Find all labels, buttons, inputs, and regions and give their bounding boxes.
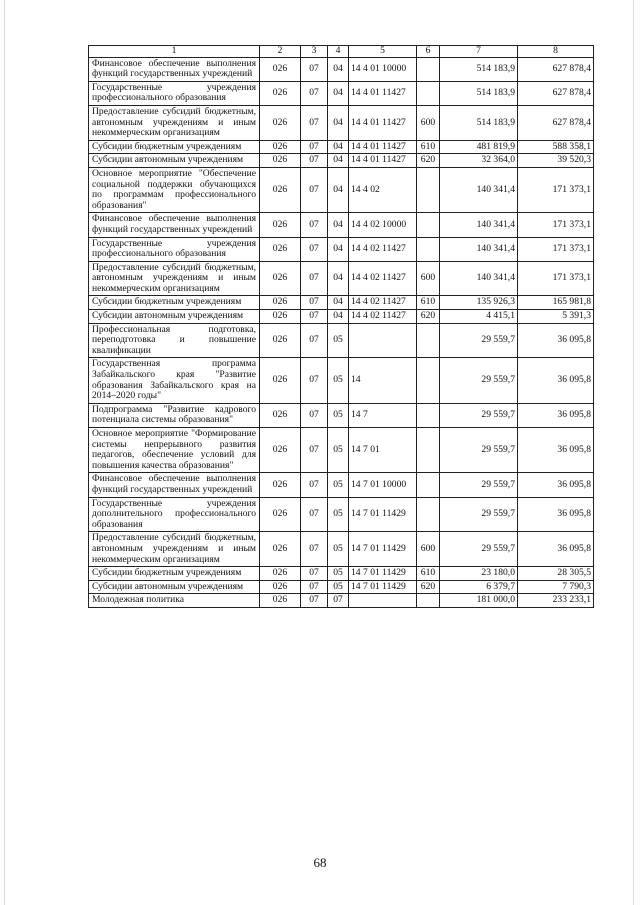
row-expense-type-cell: 610	[417, 296, 440, 310]
row-expense-type-cell	[417, 323, 440, 358]
row-expense-type-cell: 620	[417, 310, 440, 324]
table-row	[89, 140, 594, 154]
row-amount-1-cell: 29 559,7	[440, 428, 518, 473]
row-amount-1-cell: 6 379,7	[440, 580, 518, 594]
row-section-cell: 07	[301, 140, 328, 154]
row-subsection-cell: 05	[328, 323, 349, 358]
row-amount-2-cell: 627 878,4	[518, 105, 594, 140]
row-subsection-cell: 04	[328, 261, 349, 296]
row-amount-2-cell: 36 095,8	[518, 532, 594, 567]
header-cell-8: 8	[518, 46, 594, 58]
row-section-cell: 07	[301, 105, 328, 140]
row-section-cell: 07	[301, 532, 328, 567]
row-amount-1-cell: 32 364,0	[440, 154, 518, 168]
table-row	[89, 81, 594, 105]
row-expense-type-cell	[417, 81, 440, 105]
row-target-article-cell	[349, 594, 417, 608]
table-row	[89, 296, 594, 310]
row-target-article-cell: 14 7 01 11429	[349, 497, 417, 532]
row-amount-1-cell: 481 819,9	[440, 140, 518, 154]
row-name-cell: Финансовое обеспечение выполнения функций государственных учреждений	[89, 57, 260, 81]
row-ved-cell: 026	[260, 237, 301, 261]
row-section-cell: 07	[301, 213, 328, 237]
row-amount-2-cell: 36 095,8	[518, 403, 594, 427]
row-section-cell: 07	[301, 167, 328, 212]
row-amount-1-cell: 140 341,4	[440, 167, 518, 212]
row-subsection-cell: 04	[328, 237, 349, 261]
row-amount-2-cell: 36 095,8	[518, 497, 594, 532]
row-ved-cell: 026	[260, 310, 301, 324]
row-expense-type-cell	[417, 497, 440, 532]
row-target-article-cell: 14 7 01 11429	[349, 532, 417, 567]
table-row	[89, 428, 594, 473]
row-target-article-cell: 14 4 01 11427	[349, 105, 417, 140]
row-name-cell: Субсидии автономным учреждениям	[89, 154, 260, 168]
row-amount-1-cell: 29 559,7	[440, 323, 518, 358]
row-name-cell: Предоставление субсидий бюджетным, автономным учреждениям и иным некоммерческим организациям	[89, 532, 260, 567]
row-amount-1-cell: 135 926,3	[440, 296, 518, 310]
row-name-cell: Субсидии автономным учреждениям	[89, 580, 260, 594]
row-section-cell: 07	[301, 261, 328, 296]
row-target-article-cell: 14 4 01 11427	[349, 81, 417, 105]
row-expense-type-cell: 620	[417, 154, 440, 168]
row-ved-cell: 026	[260, 428, 301, 473]
row-name-cell: Финансовое обеспечение выполнения функций государственных учреждений	[89, 473, 260, 497]
row-name-cell: Профессиональная подготовка, переподготовка и повышение квалификации	[89, 323, 260, 358]
row-name-cell: Государственные учреждения дополнительного профессионального образования	[89, 497, 260, 532]
row-section-cell: 07	[301, 358, 328, 403]
row-subsection-cell: 05	[328, 532, 349, 567]
row-subsection-cell: 04	[328, 81, 349, 105]
row-target-article-cell: 14 4 01 11427	[349, 140, 417, 154]
header-cell-7: 7	[440, 46, 518, 58]
row-subsection-cell: 04	[328, 213, 349, 237]
row-amount-2-cell: 588 358,1	[518, 140, 594, 154]
row-amount-2-cell: 627 878,4	[518, 57, 594, 81]
table-row	[89, 567, 594, 581]
row-section-cell: 07	[301, 310, 328, 324]
row-ved-cell: 026	[260, 213, 301, 237]
header-cell-4: 4	[328, 46, 349, 58]
page-number: 68	[313, 855, 327, 870]
header-cell-6: 6	[417, 46, 440, 58]
row-ved-cell: 026	[260, 140, 301, 154]
row-expense-type-cell	[417, 237, 440, 261]
row-name-cell: Субсидии бюджетным учреждениям	[89, 296, 260, 310]
row-subsection-cell: 04	[328, 310, 349, 324]
row-amount-2-cell: 171 373,1	[518, 237, 594, 261]
row-expense-type-cell: 600	[417, 532, 440, 567]
table-row	[89, 154, 594, 168]
row-amount-2-cell: 28 305,5	[518, 567, 594, 581]
row-target-article-cell: 14 4 01 10000	[349, 57, 417, 81]
row-target-article-cell: 14 4 02 11427	[349, 296, 417, 310]
row-expense-type-cell	[417, 594, 440, 608]
row-name-cell: Молодежная политика	[89, 594, 260, 608]
row-name-cell: Субсидии бюджетным учреждениям	[89, 567, 260, 581]
table-row	[89, 323, 594, 358]
row-target-article-cell: 14 4 02 10000	[349, 213, 417, 237]
row-section-cell: 07	[301, 580, 328, 594]
row-expense-type-cell	[417, 57, 440, 81]
row-name-cell: Финансовое обеспечение выполнения функций государственных учреждений	[89, 213, 260, 237]
row-ved-cell: 026	[260, 57, 301, 81]
row-amount-1-cell: 514 183,9	[440, 57, 518, 81]
row-amount-1-cell: 181 000,0	[440, 594, 518, 608]
row-subsection-cell: 05	[328, 428, 349, 473]
row-amount-2-cell: 5 391,3	[518, 310, 594, 324]
row-section-cell: 07	[301, 154, 328, 168]
table-row	[89, 261, 594, 296]
row-subsection-cell: 05	[328, 358, 349, 403]
row-ved-cell: 026	[260, 580, 301, 594]
header-cell-2: 2	[260, 46, 301, 58]
row-subsection-cell: 04	[328, 154, 349, 168]
table-row	[89, 473, 594, 497]
row-expense-type-cell	[417, 473, 440, 497]
row-section-cell: 07	[301, 567, 328, 581]
row-amount-2-cell: 36 095,8	[518, 323, 594, 358]
row-ved-cell: 026	[260, 261, 301, 296]
row-target-article-cell: 14 7 01 10000	[349, 473, 417, 497]
row-name-cell: Субсидии автономным учреждениям	[89, 310, 260, 324]
row-section-cell: 07	[301, 237, 328, 261]
row-ved-cell: 026	[260, 296, 301, 310]
scan-edge-right	[633, 0, 634, 905]
row-section-cell: 07	[301, 296, 328, 310]
row-subsection-cell: 04	[328, 296, 349, 310]
row-target-article-cell: 14 4 01 11427	[349, 154, 417, 168]
row-amount-1-cell: 29 559,7	[440, 473, 518, 497]
row-ved-cell: 026	[260, 323, 301, 358]
row-target-article-cell: 14 7	[349, 403, 417, 427]
row-subsection-cell: 05	[328, 473, 349, 497]
row-subsection-cell: 05	[328, 580, 349, 594]
row-amount-2-cell: 171 373,1	[518, 261, 594, 296]
row-section-cell: 07	[301, 57, 328, 81]
row-subsection-cell: 04	[328, 57, 349, 81]
row-expense-type-cell	[417, 428, 440, 473]
row-expense-type-cell: 600	[417, 105, 440, 140]
row-amount-1-cell: 140 341,4	[440, 213, 518, 237]
row-name-cell: Основное мероприятие "Обеспечение социальной поддержки обучающихся по программам профессионального образования"	[89, 167, 260, 212]
row-amount-2-cell: 165 981,8	[518, 296, 594, 310]
row-amount-1-cell: 29 559,7	[440, 358, 518, 403]
header-cell-3: 3	[301, 46, 328, 58]
row-section-cell: 07	[301, 323, 328, 358]
row-amount-2-cell: 627 878,4	[518, 81, 594, 105]
row-target-article-cell: 14	[349, 358, 417, 403]
budget-table	[88, 45, 594, 608]
row-target-article-cell: 14 7 01 11429	[349, 580, 417, 594]
row-section-cell: 07	[301, 403, 328, 427]
row-expense-type-cell	[417, 213, 440, 237]
table-row	[89, 580, 594, 594]
table-row	[89, 167, 594, 212]
row-target-article-cell: 14 4 02 11427	[349, 310, 417, 324]
row-amount-2-cell: 171 373,1	[518, 213, 594, 237]
table-row	[89, 310, 594, 324]
row-name-cell: Государственные учреждения профессионального образования	[89, 237, 260, 261]
row-subsection-cell: 05	[328, 567, 349, 581]
row-amount-2-cell: 36 095,8	[518, 428, 594, 473]
row-ved-cell: 026	[260, 594, 301, 608]
row-ved-cell: 026	[260, 358, 301, 403]
row-expense-type-cell	[417, 167, 440, 212]
table-row	[89, 213, 594, 237]
row-amount-2-cell: 39 520,3	[518, 154, 594, 168]
table-row	[89, 358, 594, 403]
row-ved-cell: 026	[260, 105, 301, 140]
row-target-article-cell	[349, 323, 417, 358]
table-row	[89, 532, 594, 567]
row-expense-type-cell	[417, 403, 440, 427]
table-row	[89, 403, 594, 427]
row-subsection-cell: 04	[328, 167, 349, 212]
row-amount-1-cell: 29 559,7	[440, 532, 518, 567]
row-ved-cell: 026	[260, 497, 301, 532]
row-expense-type-cell: 600	[417, 261, 440, 296]
row-ved-cell: 026	[260, 473, 301, 497]
row-section-cell: 07	[301, 81, 328, 105]
row-ved-cell: 026	[260, 532, 301, 567]
row-expense-type-cell: 610	[417, 567, 440, 581]
row-section-cell: 07	[301, 497, 328, 532]
row-name-cell: Основное мероприятие "Формирование системы непрерывного развития педагогов, обеспечение условий для повышения качества образования"	[89, 428, 260, 473]
row-amount-1-cell: 23 180,0	[440, 567, 518, 581]
header-cell-1: 1	[89, 46, 260, 58]
row-name-cell: Предоставление субсидий бюджетным, автономным учреждениям и иным некоммерческим организациям	[89, 261, 260, 296]
row-section-cell: 07	[301, 428, 328, 473]
table-row	[89, 57, 594, 81]
row-name-cell: Государственные учреждения профессионального образования	[89, 81, 260, 105]
row-target-article-cell: 14 7 01	[349, 428, 417, 473]
header-row	[89, 46, 594, 58]
row-amount-2-cell: 36 095,8	[518, 358, 594, 403]
row-amount-1-cell: 29 559,7	[440, 403, 518, 427]
row-amount-2-cell: 171 373,1	[518, 167, 594, 212]
table-row	[89, 497, 594, 532]
row-name-cell: Предоставление субсидий бюджетным, автономным учреждениям и иным некоммерческим организациям	[89, 105, 260, 140]
row-target-article-cell: 14 7 01 11429	[349, 567, 417, 581]
table-row	[89, 105, 594, 140]
row-ved-cell: 026	[260, 567, 301, 581]
row-name-cell: Государственная программа Забайкальского края "Развитие образования Забайкальского края на 2014–2020 годы"	[89, 358, 260, 403]
row-section-cell: 07	[301, 594, 328, 608]
scan-edge-left	[4, 0, 5, 905]
row-amount-1-cell: 514 183,9	[440, 81, 518, 105]
row-amount-2-cell: 233 233,1	[518, 594, 594, 608]
row-ved-cell: 026	[260, 154, 301, 168]
row-subsection-cell: 04	[328, 105, 349, 140]
row-expense-type-cell: 610	[417, 140, 440, 154]
row-target-article-cell: 14 4 02 11427	[349, 237, 417, 261]
row-subsection-cell: 05	[328, 497, 349, 532]
row-expense-type-cell: 620	[417, 580, 440, 594]
row-ved-cell: 026	[260, 167, 301, 212]
row-name-cell: Подпрограмма "Развитие кадрового потенциала системы образования"	[89, 403, 260, 427]
row-amount-2-cell: 36 095,8	[518, 473, 594, 497]
row-section-cell: 07	[301, 473, 328, 497]
table-body	[89, 46, 594, 608]
row-name-cell: Субсидии бюджетным учреждениям	[89, 140, 260, 154]
row-amount-1-cell: 514 183,9	[440, 105, 518, 140]
row-amount-1-cell: 29 559,7	[440, 497, 518, 532]
row-target-article-cell: 14 4 02 11427	[349, 261, 417, 296]
table-row	[89, 594, 594, 608]
row-ved-cell: 026	[260, 81, 301, 105]
row-target-article-cell: 14 4 02	[349, 167, 417, 212]
row-subsection-cell: 04	[328, 140, 349, 154]
row-amount-1-cell: 140 341,4	[440, 237, 518, 261]
row-expense-type-cell	[417, 358, 440, 403]
row-subsection-cell: 07	[328, 594, 349, 608]
row-amount-1-cell: 4 415,1	[440, 310, 518, 324]
row-amount-1-cell: 140 341,4	[440, 261, 518, 296]
header-cell-5: 5	[349, 46, 417, 58]
row-amount-2-cell: 7 790,3	[518, 580, 594, 594]
row-subsection-cell: 05	[328, 403, 349, 427]
table-row	[89, 237, 594, 261]
row-ved-cell: 026	[260, 403, 301, 427]
